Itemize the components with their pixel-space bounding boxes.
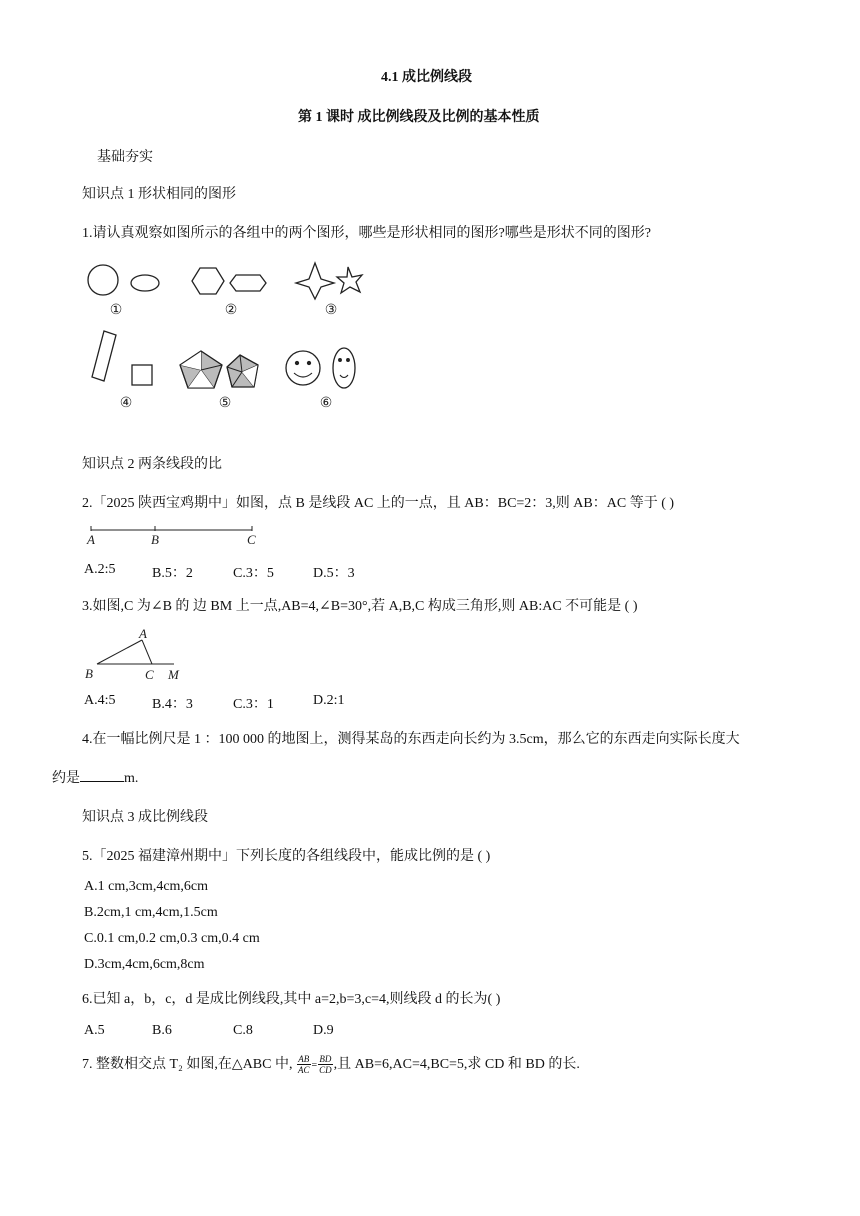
flat-hexagon-shape	[230, 275, 266, 291]
q6-option-a[interactable]: A.5	[84, 1023, 105, 1038]
q6-option-d[interactable]: D.9	[313, 1023, 334, 1038]
q2-option-b[interactable]: B.5：2	[152, 566, 193, 581]
q5-option-d[interactable]: D.3cm,4cm,6cm,8cm	[84, 957, 205, 972]
four-point-star-shape	[296, 263, 334, 299]
question-6: 6.已知 a，b，c，d 是成比例线段,其中 a=2,b=3,c=4,则线段 d 的长为( )	[82, 992, 501, 1007]
q3-triangle-figure	[82, 626, 192, 682]
square-shape	[132, 365, 152, 385]
label-1: ①	[109, 303, 123, 318]
question-5: 5.「2025 福建漳州期中」下列长度的各组线段中，能成比例的是 ( )	[82, 849, 491, 864]
q2-segment-figure	[82, 522, 272, 548]
q2-option-d[interactable]: D.5：3	[313, 566, 355, 581]
label-4: ④	[119, 396, 133, 411]
question-4-line-2	[52, 767, 138, 787]
point-b-label: B	[151, 532, 159, 547]
knowledge-point-3: 知识点 3 成比例线段	[82, 810, 208, 825]
point-m-label: M	[168, 667, 179, 682]
lesson-title: 第 1 课时 成比例线段及比例的基本性质	[298, 110, 540, 125]
q5-option-a[interactable]: A.1 cm,3cm,4cm,6cm	[84, 879, 209, 894]
q6-option-b[interactable]: B.6	[152, 1023, 172, 1038]
ellipse-shape	[131, 275, 159, 291]
q7-rest: ,且 AB=6,AC=4,BC=5,求 CD 和 BD 的长.	[333, 1057, 580, 1072]
section-title: 4.1 成比例线段	[381, 70, 472, 85]
hexagon-shape	[192, 268, 224, 294]
fraction-ab-ac: $\frac{AB}{AC}$	[298, 1054, 310, 1076]
point-c-label: C	[247, 532, 256, 547]
five-point-star-shape	[337, 267, 362, 293]
label-5: ⑤	[218, 396, 232, 411]
point-c-label: C	[145, 667, 154, 682]
foundation-heading: 基础夯实	[97, 150, 153, 165]
oval-face-shape	[333, 348, 355, 388]
q2-option-a[interactable]: A.2:5	[84, 562, 116, 577]
circle-shape	[88, 265, 118, 295]
point-a-label: A	[139, 626, 147, 641]
q5-option-c[interactable]: C.0.1 cm,0.2 cm,0.3 cm,0.4 cm	[84, 931, 260, 946]
label-2: ②	[224, 303, 238, 318]
q3-option-d[interactable]: D.2:1	[313, 693, 345, 708]
question-1: 1.请认真观察如图所示的各组中的两个图形，哪些是形状相同的图形?哪些是形状不同的图形?	[82, 226, 651, 241]
q1-shapes-figure	[82, 255, 382, 415]
label-3: ③	[324, 303, 338, 318]
q4-prefix: 约是	[52, 771, 80, 786]
q3-option-c[interactable]: C.3：1	[233, 697, 274, 712]
label-6: ⑥	[319, 396, 333, 411]
knowledge-point-1: 知识点 1 形状相同的图形	[82, 187, 236, 202]
q3-option-a[interactable]: A.4:5	[84, 693, 116, 708]
q4-unit: m.	[124, 771, 139, 786]
question-4-line-1: 4.在一幅比例尺是 1 ：100 000 的地图上，测得某岛的东西走向长约为 3.5cm，那么它的东西走向实际长度大	[82, 732, 740, 747]
q5-option-b[interactable]: B.2cm,1 cm,4cm,1.5cm	[84, 905, 218, 920]
fraction-bd-cd: $\frac{BD}{CD}$	[319, 1054, 332, 1076]
q3-option-b[interactable]: B.4：3	[152, 697, 193, 712]
rectangle-shape	[92, 331, 116, 381]
answer-blank[interactable]	[80, 769, 124, 782]
point-a-label: A	[87, 532, 95, 547]
q6-option-c[interactable]: C.8	[233, 1023, 253, 1038]
question-2: 2.「2025 陕西宝鸡期中」如图，点 B 是线段 AC 上的一点，且 AB：BC=2：3,则 AB：AC 等于 ( )	[82, 496, 675, 511]
question-7: 7. 整数相交点 T₂ 如图,在△ABC 中, $\frac{AB}{AC}$ = $\frac{BD}{CD}$ ,且 AB=6,AC=4,BC=5,求 CD 和 BD 的长.	[82, 1054, 580, 1076]
q2-option-c[interactable]: C.3：5	[233, 566, 274, 581]
knowledge-point-2: 知识点 2 两条线段的比	[82, 457, 222, 472]
round-face-shape	[286, 351, 320, 385]
question-3: 3.如图,C 为∠B 的 边 BM 上一点,AB=4,∠B=30°,若 A,B,C 构成三角形,则 AB:AC 不可能是 ( )	[82, 599, 638, 614]
point-b-label: B	[85, 666, 93, 681]
q7-intro: 7. 整数相交点 T₂ 如图,在△ABC 中,	[82, 1057, 293, 1072]
